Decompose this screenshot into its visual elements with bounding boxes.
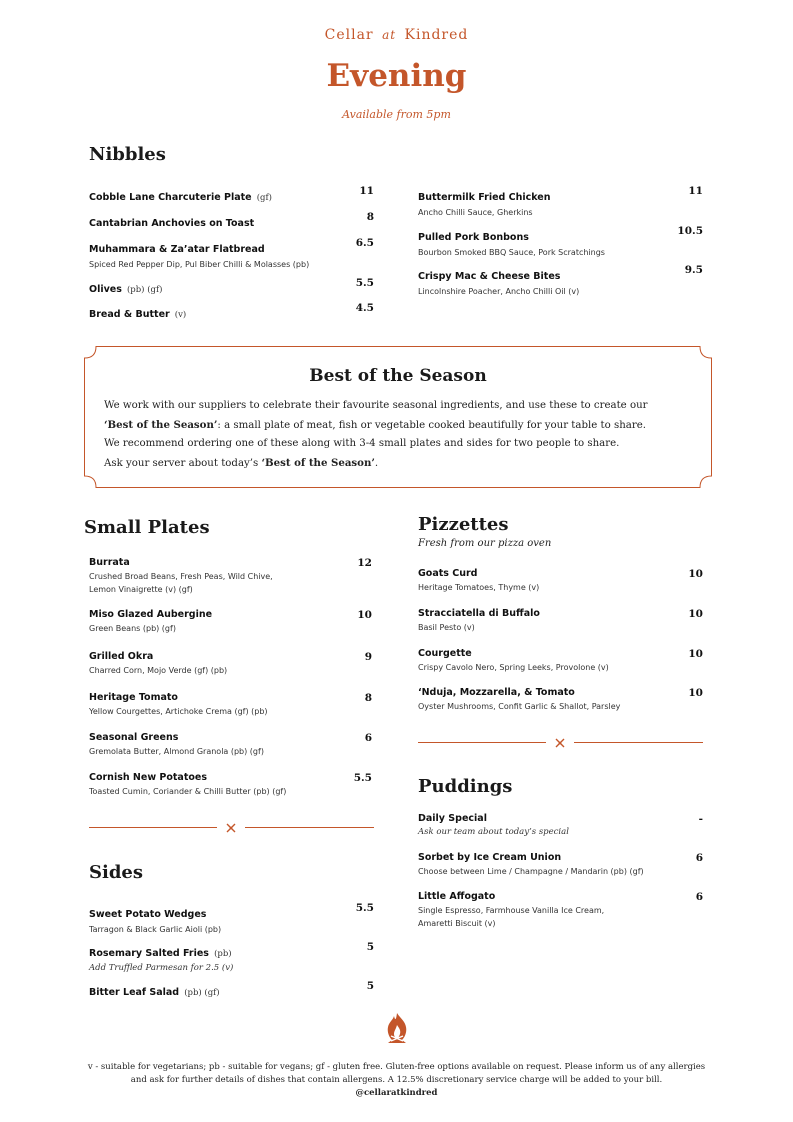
pizzettes-subheading: Fresh from our pizza oven [418,538,552,549]
item-name: Sorbet by Ice Cream Union [418,852,562,863]
side-item [89,941,374,975]
pudding-item [418,813,703,839]
item-price: 5.5 [355,902,374,914]
item-price: 5 [366,941,374,953]
item-name: Pulled Pork Bonbons [418,232,529,243]
item-description: Tarragon & Black Garlic Aioli (pb) [89,925,222,934]
season-line-pre: Ask your server about today’s [104,457,262,469]
item-name: Sweet Potato Wedges [89,909,207,920]
pizzettes-heading: Pizzettes [418,514,509,535]
item-description: Single Espresso, Farmhouse Vanilla Ice Cream, [418,906,605,915]
item-name: Cornish New Potatoes [89,772,208,783]
item-description: Add Truffled Parmesan for 2.5 (v) [89,963,234,973]
social-handle: @cellaratkindred [355,1088,438,1098]
small-plate-item [89,772,372,798]
pizzette-item [418,608,703,634]
footer-allergen-line: and ask for further details of dishes that contain allergens. A 12.5% discretionary service charge will be added to your bill. [130,1075,663,1085]
item-description: Ancho Chilli Sauce, Gherkins [418,208,533,217]
side-item [89,902,374,936]
item-description: Ask our team about today’s special [418,827,569,837]
cross-divider-icon [225,823,237,833]
venue-name-post: Kindred [404,27,469,43]
item-name: Miso Glazed Aubergine [89,609,213,620]
footer-allergen-line: v - suitable for vegetarians; pb - suitable for vegans; gf - gluten free. Gluten-free options available on request. Please inform us of any allergies [87,1062,706,1072]
season-line: We work with our suppliers to celebrate their favourite seasonal ingredients, and use these to create our [104,400,648,411]
item-description: Crushed Broad Beans, Fresh Peas, Wild Chive, [89,572,273,581]
pizzette-item [418,568,703,594]
item-price: 8 [366,211,374,223]
item-name: Grilled Okra [89,651,154,662]
nibbles-item [89,277,374,296]
item-description: Heritage Tomatoes, Thyme (v) [418,583,540,592]
item-price: 6 [695,891,703,903]
small-plate-item [89,651,372,677]
small-plate-item [89,609,372,635]
item-price: 4.5 [355,302,374,314]
pudding-item [418,852,703,878]
item-name: Daily Special [418,813,487,824]
venue-name-at: at [382,28,397,42]
flame-logo-icon [384,1012,410,1044]
small-plate-item [89,557,372,596]
item-price: 10 [688,608,703,620]
nibbles-item [89,237,374,271]
menu-title: Evening [326,58,467,94]
item-description: Lemon Vinaigrette (v) (gf) [89,585,193,594]
item-name: Goats Curd [418,568,478,579]
section-divider [89,823,374,833]
nibbles-item [418,225,703,259]
item-name: Little Affogato [418,891,496,902]
menu-availability: Available from 5pm [342,108,451,121]
item-name: Buttermilk Fried Chicken [418,192,551,203]
nibbles-heading: Nibbles [89,144,166,165]
item-description: Oyster Mushrooms, Confit Garlic & Shallot, Parsley [418,702,621,711]
puddings-heading: Puddings [418,776,513,797]
item-price: 6 [364,732,372,744]
item-name: Olives [89,284,122,295]
item-price: 9.5 [684,264,703,276]
item-name: Cantabrian Anchovies on Toast [89,218,255,229]
item-description: Choose between Lime / Champagne / Mandarin (pb) (gf) [418,867,644,876]
sides-heading: Sides [89,862,144,883]
item-name: Crispy Mac & Cheese Bites [418,271,561,282]
nibbles-item [89,211,374,230]
item-description: Bourbon Smoked BBQ Sauce, Pork Scratchings [418,248,605,257]
season-line: We recommend ordering one of these along with 3-4 small plates and sides for two people to share. [104,438,620,449]
item-price: 10 [688,648,703,660]
item-price: 10 [688,687,703,699]
season-line-rest: : a small plate of meat, fish or vegetable cooked beautifully for your table to share. [217,419,646,431]
item-dietary: (pb) (gf) [126,285,163,295]
nibbles-item [89,302,374,321]
item-description: Yellow Courgettes, Artichoke Crema (gf) (pb) [89,707,268,716]
season-line [104,454,704,474]
nibbles-item [418,185,703,219]
season-heading: Best of the Season [309,366,487,386]
item-name: Bitter Leaf Salad [89,987,180,998]
venue-name [0,27,793,43]
item-dietary: (pb) [214,949,232,959]
item-description: Spiced Red Pepper Dip, Pul Biber Chilli & Molasses (pb) [89,260,310,269]
item-name: Rosemary Salted Fries [89,948,209,959]
item-dietary: (pb) (gf) [184,988,220,998]
item-description: Lincolnshire Poacher, Ancho Chilli Oil (v) [418,287,580,296]
item-price: - [698,813,703,825]
side-item [89,980,374,999]
item-name: ‘Nduja, Mozzarella, & Tomato [418,687,575,698]
item-description: Amaretti Biscuit (v) [418,919,496,928]
item-name: Burrata [89,557,130,568]
item-price: 11 [359,185,374,197]
item-name: Heritage Tomato [89,692,178,703]
item-price: 10 [688,568,703,580]
item-price: 10 [357,609,372,621]
pudding-item [418,891,703,930]
cross-divider-icon [554,738,566,748]
small-plate-item [89,692,372,718]
pizzette-item [418,648,703,674]
venue-name-pre: Cellar [324,27,374,43]
item-price: 5 [366,980,374,992]
item-dietary: (gf) [256,193,272,203]
small-plate-item [89,732,372,758]
item-description: Basil Pesto (v) [418,623,475,632]
season-line-post: . [374,457,379,469]
pizzette-item [418,687,703,713]
item-description: Charred Corn, Mojo Verde (gf) (pb) [89,666,228,675]
item-price: 5.5 [353,772,372,784]
item-name: Muhammara & Za’atar Flatbread [89,244,265,255]
item-price: 6 [695,852,703,864]
item-price: 10.5 [677,225,703,237]
item-description: Crispy Cavolo Nero, Spring Leeks, Provolone (v) [418,663,609,672]
section-divider [418,738,703,748]
item-name: Bread & Butter [89,309,170,320]
small-plates-heading: Small Plates [84,517,210,538]
item-price: 5.5 [355,277,374,289]
item-name: Stracciatella di Buffalo [418,608,540,619]
item-description: Green Beans (pb) (gf) [89,624,176,633]
item-price: 6.5 [355,237,374,249]
nibbles-item [89,185,374,204]
item-name: Seasonal Greens [89,732,179,743]
item-price: 8 [364,692,372,704]
season-description [104,397,704,473]
season-highlight: ‘Best of the Season’ [261,456,375,469]
item-price: 12 [357,557,372,569]
item-description: Toasted Cumin, Coriander & Chilli Butter (pb) (gf) [89,787,287,796]
item-name: Courgette [418,648,472,659]
item-name: Cobble Lane Charcuterie Plate [89,192,252,203]
item-description: Gremolata Butter, Almond Granola (pb) (gf) [89,747,264,756]
nibbles-item [418,264,703,298]
item-dietary: (v) [174,310,187,320]
season-highlight: ‘Best of the Season’ [104,418,218,431]
item-price: 9 [364,651,372,663]
season-line [104,416,704,436]
item-price: 11 [688,185,703,197]
